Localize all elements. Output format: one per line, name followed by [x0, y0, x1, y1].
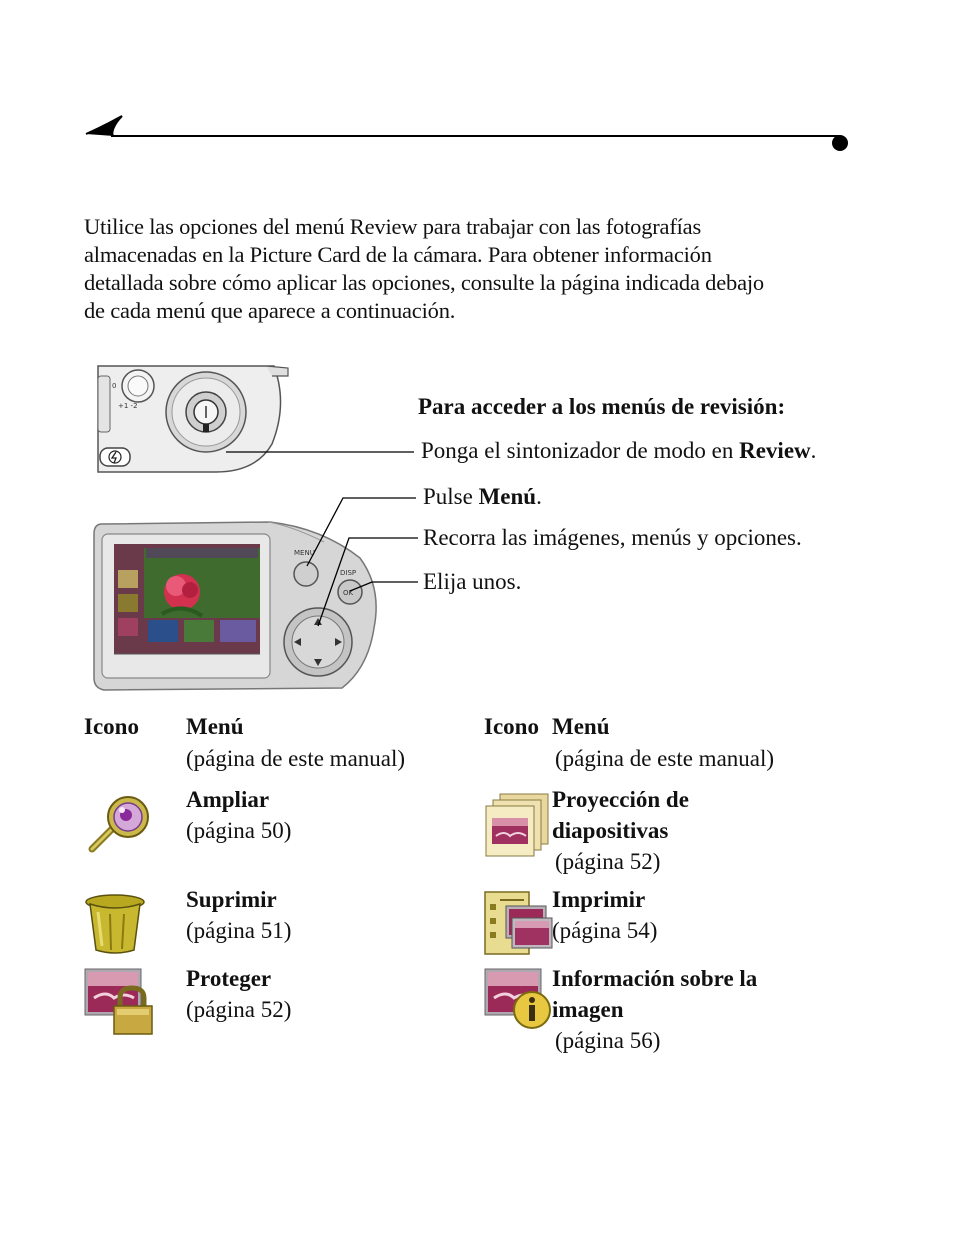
protect-lock-icon	[84, 968, 154, 1036]
svg-text:0: 0	[112, 382, 117, 390]
step-scroll: Recorra las imágenes, menús y opciones.	[423, 525, 802, 550]
left-header-icon: Icono	[84, 714, 139, 739]
camera-ok-label: OK	[343, 589, 354, 597]
camera-menu-label: MENU	[294, 549, 315, 557]
slideshow-icon	[484, 792, 550, 858]
camera-disp-label: DISP	[340, 569, 357, 577]
diagram-title: Para acceder a los menús de revisión:	[418, 394, 786, 419]
right-header-icon: Icono	[484, 714, 539, 739]
item-page: (página 51)	[186, 918, 292, 943]
step-press-menu-text: Pulse	[423, 484, 479, 509]
item-name: Proteger	[186, 966, 272, 991]
left-header-sub: (página de este manual)	[186, 746, 406, 771]
svg-text:+1 -2: +1 -2	[118, 402, 138, 410]
item-name-cont: imagen	[552, 997, 624, 1022]
intro-line-3: detallada sobre cómo aplicar las opciones, consulte la página indicada debajo	[84, 270, 764, 295]
right-header-menu: Menú	[552, 714, 610, 739]
left-header-menu: Menú	[186, 714, 244, 739]
item-name: Suprimir	[186, 887, 277, 912]
list-item	[552, 884, 657, 946]
intro-line-1: Utilice las opciones del menú Review para trabajar con las fotografías	[84, 214, 702, 239]
trash-icon	[84, 892, 146, 956]
step-mode-dial-suffix: .	[810, 438, 817, 463]
step-mode-dial	[421, 438, 816, 464]
step-press-menu-suffix: .	[536, 484, 542, 509]
item-name-cont: diapositivas	[552, 818, 669, 843]
info-icon	[484, 968, 552, 1030]
list-item	[552, 963, 757, 1056]
right-header-sub: (página de este manual)	[555, 746, 775, 771]
step-press-menu-bold: Menú	[478, 484, 537, 509]
item-name: Imprimir	[552, 887, 646, 912]
item-name: Proyección de	[552, 787, 689, 812]
list-item	[186, 963, 291, 1025]
step-choose: Elija unos.	[423, 569, 522, 594]
list-item	[552, 784, 689, 877]
step-press-menu	[423, 484, 542, 510]
print-icon	[484, 890, 554, 956]
intro-line-2: almacenadas en la Picture Card de la cámara. Para obtener información	[84, 242, 712, 267]
item-name: Ampliar	[186, 787, 270, 812]
magnifier-icon	[84, 795, 152, 855]
item-page: (página 52)	[186, 997, 292, 1022]
list-item	[186, 884, 291, 946]
item-page: (página 56)	[555, 1028, 661, 1053]
list-item	[186, 784, 291, 846]
item-page: (página 52)	[555, 849, 661, 874]
intro-line-4: de cada menú que aparece a continuación.	[84, 298, 456, 323]
item-page: (página 50)	[186, 818, 292, 843]
step-mode-dial-bold: Review	[739, 438, 811, 463]
item-page: (página 54)	[552, 918, 658, 943]
item-name: Información sobre la	[552, 966, 758, 991]
step-mode-dial-text: Ponga el sintonizador de modo en	[421, 438, 740, 463]
